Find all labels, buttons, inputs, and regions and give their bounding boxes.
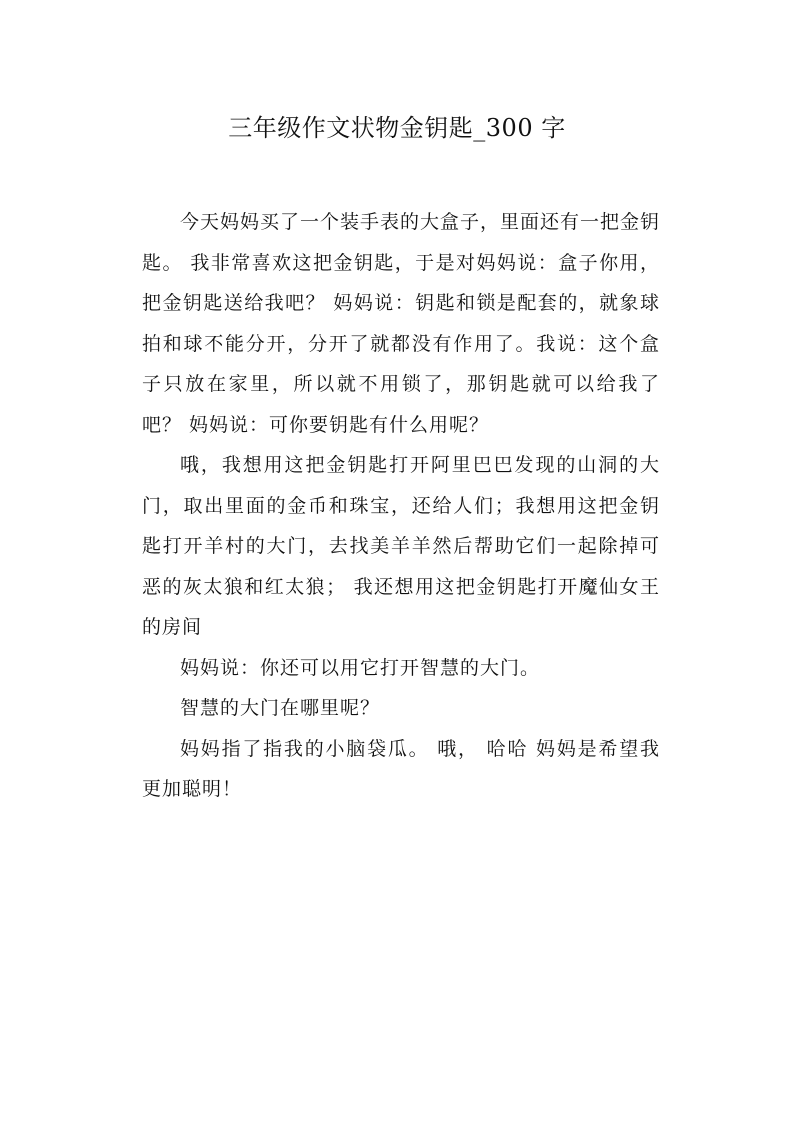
paragraph: 哦，我想用这把金钥匙打开阿里巴巴发现的山洞的大门，取出里面的金币和珠宝，还给人们；我想用这把金钥匙打开羊村的大门，去找美羊羊然后帮助它们一起除掉可恶的灰太狼和红太狼； 我还想用这把金钥匙打开魔仙女王的房间 bbox=[142, 454, 660, 638]
paragraph: 今天妈妈买了一个装手表的大盒子，里面还有一把金钥匙。 我非常喜欢这把金钥匙，于是对妈妈说：盒子你用， 把金钥匙送给我吧？ 妈妈说：钥匙和锁是配套的，就象球拍和球不能分开，分开了就都没有作用了。我说：这个盒子只放在家里，所以就不用锁了，那钥匙就可以给我了吧？ 妈妈说：可你要钥匙有什么用呢？ bbox=[142, 211, 661, 436]
paragraph: 妈妈说：你还可以用它打开智慧的大门。 bbox=[180, 656, 541, 679]
document-title: 三年级作文状物金钥匙_300 字 bbox=[228, 114, 566, 142]
paragraph: 智慧的大门在哪里呢？ bbox=[180, 697, 381, 719]
document-body bbox=[142, 202, 660, 810]
paragraph: 妈妈指了指我的小脑袋瓜。 哦， 哈哈 妈妈是希望我更加聪明！ bbox=[142, 737, 660, 800]
